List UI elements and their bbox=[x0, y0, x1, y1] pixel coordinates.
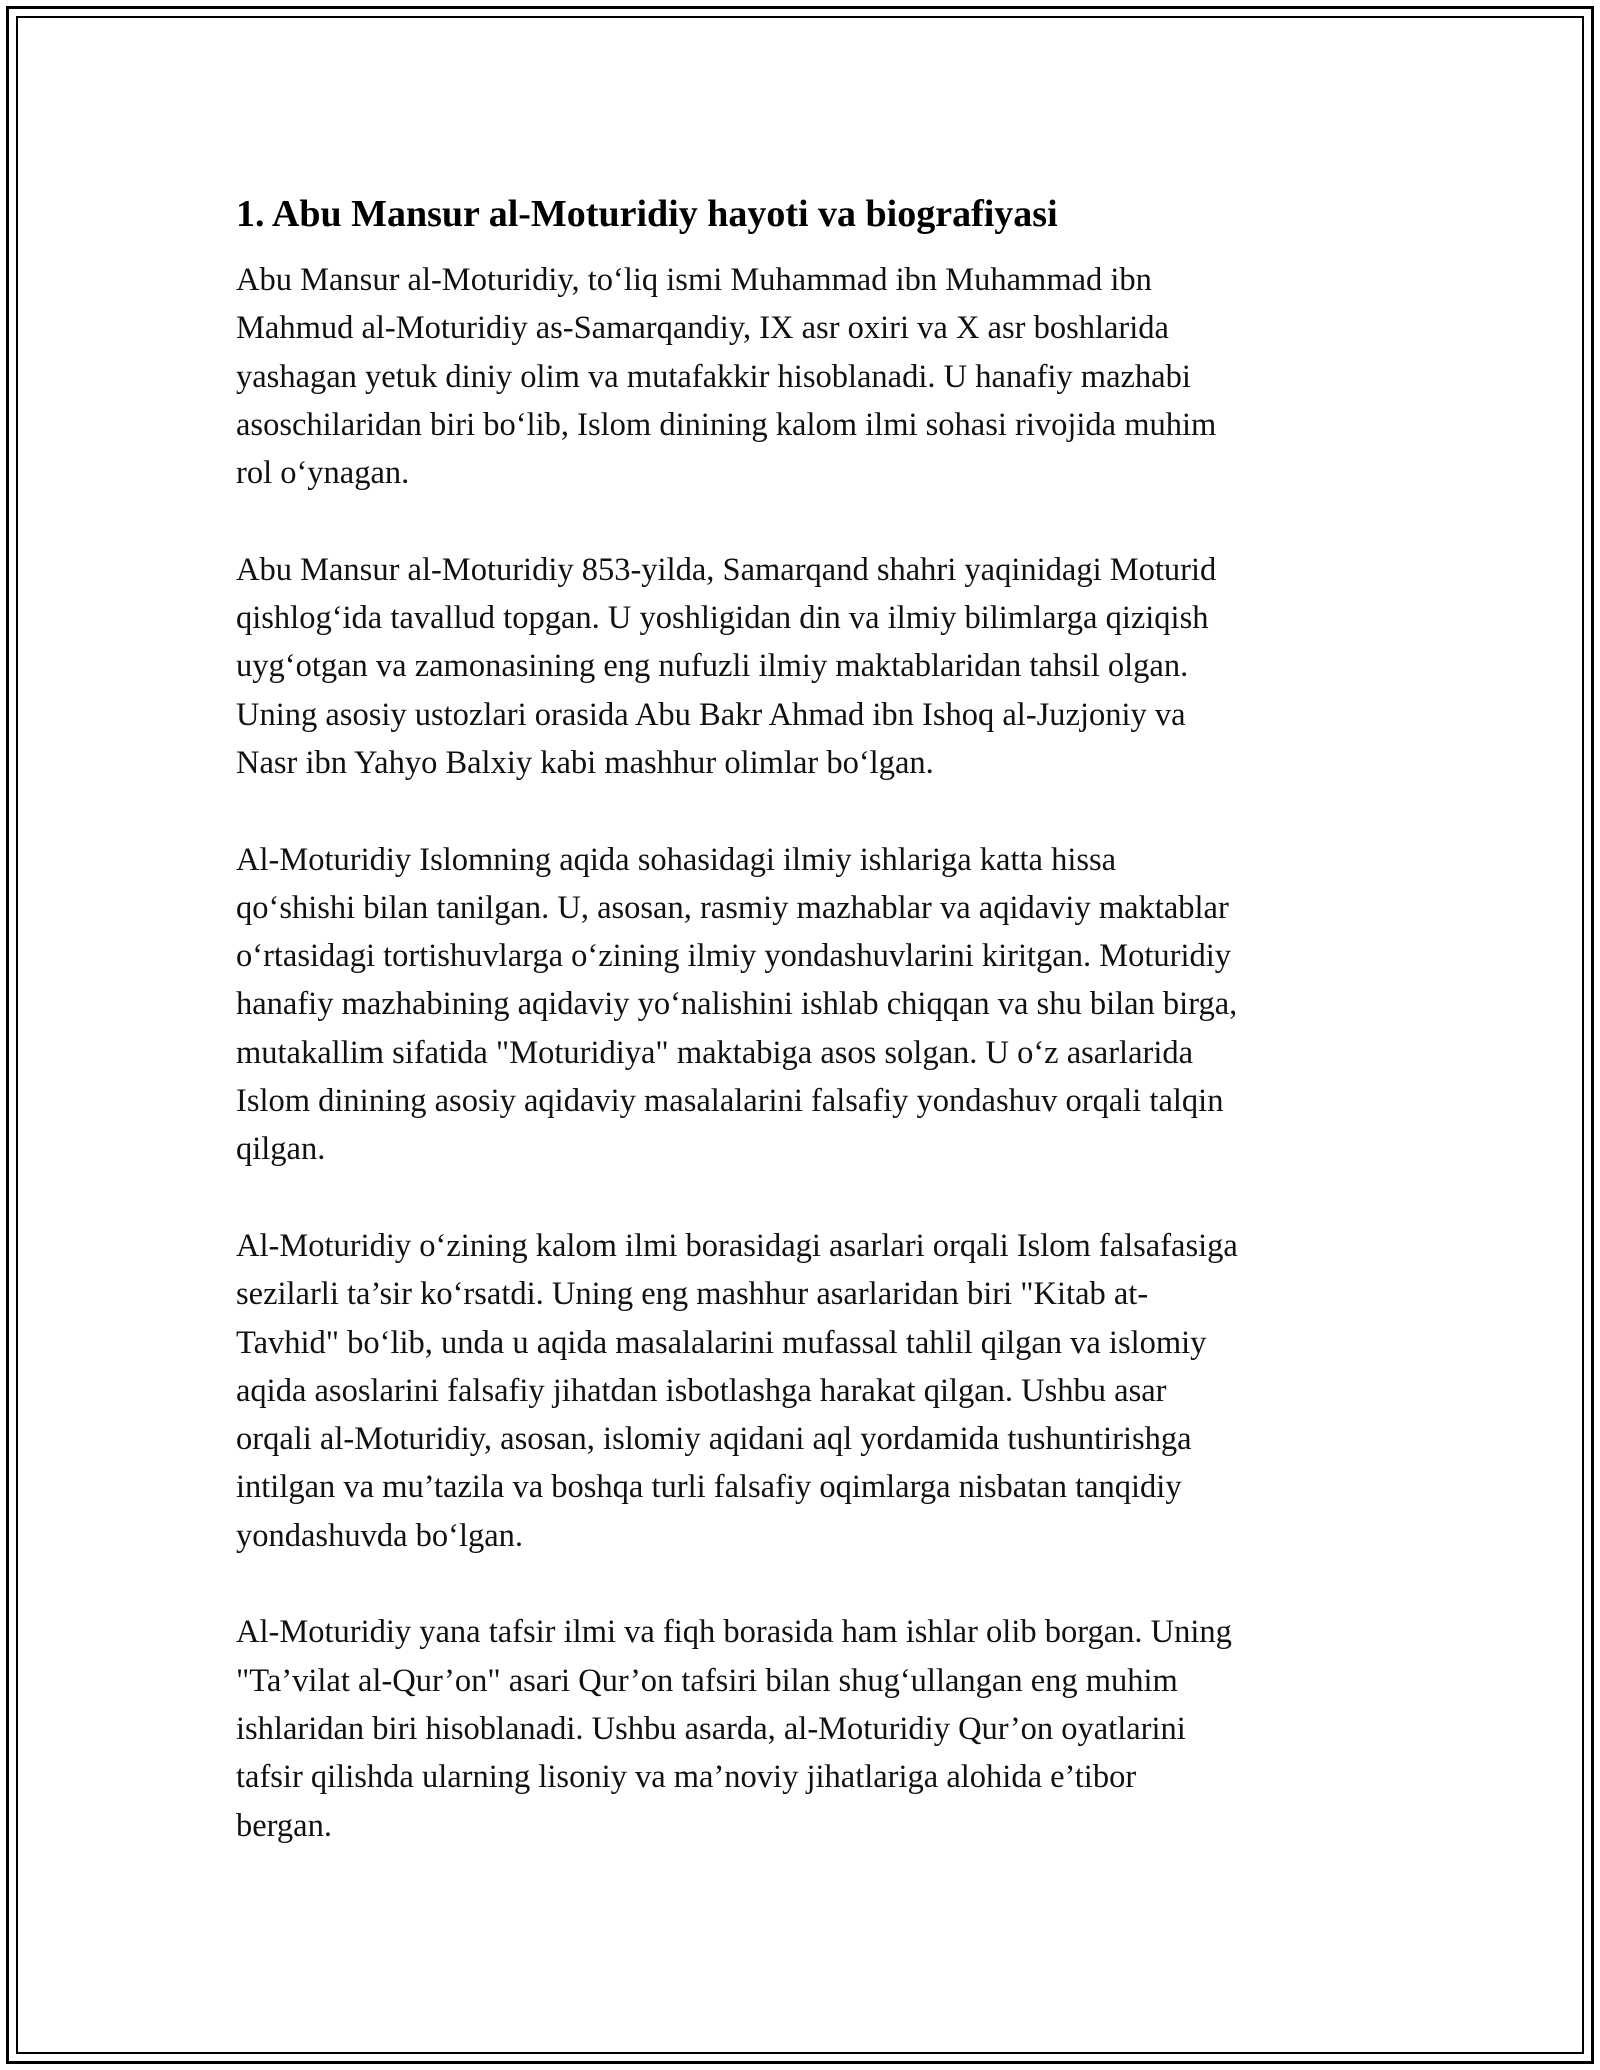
text-line: intilgan va mu’tazila va boshqa turli falsafiy oqimlarga nisbatan tanqidiy bbox=[236, 1469, 1182, 1506]
paragraph-2 bbox=[236, 546, 1376, 787]
text-line: sezilarli ta’sir ko‘rsatdi. Uning eng mashhur asarlaridan biri "Kitab at- bbox=[236, 1276, 1149, 1313]
text-line: tafsir qilishda ularning lisoniy va ma’noviy jihatlariga alohida e’tibor bbox=[236, 1759, 1137, 1796]
paragraph-5 bbox=[236, 1608, 1376, 1849]
text-line: Tavhid" bo‘lib, unda u aqida masalalarini mufassal tahlil qilgan va islomiy bbox=[236, 1324, 1207, 1361]
text-line: yondashuvda bo‘lgan. bbox=[236, 1517, 524, 1554]
section-heading: 1. Abu Mansur al-Moturidiy hayoti va biografiyasi bbox=[236, 193, 1058, 235]
text-line: orqali al-Moturidiy, asosan, islomiy aqidani aql yordamida tushuntirishga bbox=[236, 1421, 1192, 1458]
text-line: ishlaridan biri hisoblanadi. Ushbu asarda, al-Moturidiy Qur’on oyatlarini bbox=[236, 1710, 1186, 1747]
text-line: Al-Moturidiy yana tafsir ilmi va fiqh borasida ham ishlar olib borgan. Uning bbox=[236, 1614, 1232, 1651]
text-line: hanafiy mazhabining aqidaviy yo‘nalishini ishlab chiqqan va shu bilan birga, bbox=[236, 986, 1238, 1023]
text-line: uyg‘otgan va zamonasining eng nufuzli ilmiy maktablaridan tahsil olgan. bbox=[236, 648, 1189, 685]
text-line: Abu Mansur al-Moturidiy, to‘liq ismi Muhammad ibn Muhammad ibn bbox=[236, 262, 1152, 298]
text-line: bergan. bbox=[236, 1807, 332, 1844]
text-line: aqida asoslarini falsafiy jihatdan isbotlashga harakat qilgan. Ushbu asar bbox=[236, 1372, 1167, 1409]
paragraph-3 bbox=[236, 836, 1376, 1174]
text-line: Uning asosiy ustozlari orasida Abu Bakr Ahmad ibn Ishoq al-Juzjoniy va bbox=[236, 696, 1186, 733]
text-line: qilgan. bbox=[236, 1131, 326, 1168]
text-line: Abu Mansur al-Moturidiy 853-yilda, Samarqand shahri yaqinidagi Moturid bbox=[236, 551, 1217, 588]
text-line: mutakallim sifatida "Moturidiya" maktabiga asos solgan. U o‘z asarlarida bbox=[236, 1034, 1194, 1071]
text-line: qo‘shishi bilan tanilgan. U, asosan, rasmiy mazhablar va aqidaviy maktablar bbox=[236, 889, 1229, 926]
text-line: Islom dinining asosiy aqidaviy masalalarini falsafiy yondashuv orqali talqin bbox=[236, 1083, 1224, 1120]
text-line: asoschilaridan biri bo‘lib, Islom dinining kalom ilmi sohasi rivojida muhim bbox=[236, 406, 1217, 443]
text-line: Al-Moturidiy Islomning aqida sohasidagi ilmiy ishlariga katta hissa bbox=[236, 841, 1117, 878]
document-body bbox=[236, 186, 1376, 1898]
text-line: Nasr ibn Yahyo Balxiy kabi mashhur olimlar bo‘lgan. bbox=[236, 744, 934, 781]
paragraph-4 bbox=[236, 1222, 1376, 1560]
text-line: Mahmud al-Moturidiy as-Samarqandiy, IX asr oxiri va X asr boshlarida bbox=[236, 310, 1169, 347]
text-line: Al-Moturidiy o‘zining kalom ilmi borasidagi asarlari orqali Islom falsafasiga bbox=[236, 1227, 1238, 1264]
text-line: o‘rtasidagi tortishuvlarga o‘zining ilmiy yondashuvlarini kiritgan. Moturidiy bbox=[236, 938, 1232, 975]
text-line: "Ta’vilat al-Qur’on" asari Qur’on tafsiri bilan shug‘ullangan eng muhim bbox=[236, 1662, 1178, 1699]
text-line: rol o‘ynagan. bbox=[236, 455, 410, 492]
text-line: qishlog‘ida tavallud topgan. U yoshligidan din va ilmiy bilimlarga qiziqish bbox=[236, 600, 1209, 637]
paragraph-1 bbox=[236, 256, 1376, 497]
text-line: yashagan yetuk diniy olim va mutafakkir hisoblanadi. U hanafiy mazhabi bbox=[236, 358, 1191, 395]
